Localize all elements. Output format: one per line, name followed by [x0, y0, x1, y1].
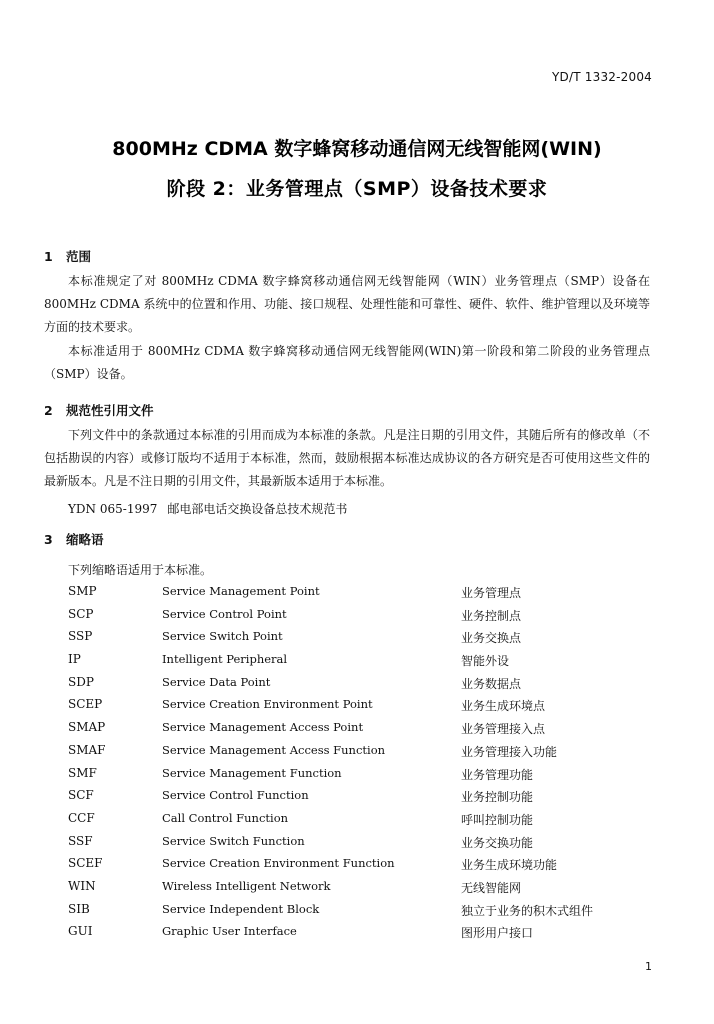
abbr-chinese: 业务交换点: [461, 631, 522, 646]
abbr-english: Service Management Access Point: [162, 720, 364, 735]
abbr-english: Service Switch Function: [162, 833, 305, 848]
abbr-short: SSP: [68, 629, 93, 644]
abbr-short: SCEF: [68, 856, 103, 871]
abbr-english: Wireless Intelligent Network: [162, 878, 331, 893]
abbr-short: SIB: [68, 901, 90, 916]
abbr-chinese: 无线智能网: [461, 880, 522, 895]
abbr-row: [68, 809, 628, 832]
abbr-chinese: 业务控制点: [461, 608, 522, 623]
abbr-row: [68, 900, 628, 923]
abbr-short: SDP: [68, 674, 94, 689]
abbr-english: Intelligent Peripheral: [162, 652, 288, 667]
abbr-english: Service Management Access Function: [162, 742, 386, 757]
abbr-row: [68, 832, 628, 855]
abbr-row: [68, 854, 628, 877]
abbr-chinese: 独立于业务的积木式组件: [461, 903, 594, 918]
abbr-row: [68, 786, 628, 809]
abbr-row: [68, 922, 628, 945]
abbr-english: Graphic User Interface: [162, 924, 297, 939]
abbr-row: [68, 718, 628, 741]
abbr-intro: 下列缩略语适用于本标准。: [68, 563, 213, 577]
abbreviation-table: [68, 582, 628, 945]
abbr-short: WIN: [68, 878, 96, 893]
reference-code: YDN 065-1997: [68, 502, 158, 516]
document-code: YD/T 1332-2004: [552, 70, 652, 84]
abbr-chinese: 业务控制功能: [461, 790, 534, 805]
abbr-row: [68, 650, 628, 673]
abbr-english: Service Management Point: [162, 584, 320, 598]
scope-paragraph-2: 本标准适用于 800MHz CDMA 数字蜂窝移动通信网无线智能网(WIN)第一阶段和第二阶段的业务管理点（SMP）设备。: [44, 344, 650, 381]
abbr-row: [68, 627, 628, 650]
section-1-heading: [44, 247, 91, 265]
abbr-row: [68, 877, 628, 900]
page-number: 1: [645, 960, 652, 973]
section-number: 2: [44, 403, 53, 418]
abbr-row: [68, 764, 628, 787]
abbr-chinese: 图形用户接口: [461, 926, 534, 941]
abbr-row: [68, 741, 628, 764]
abbr-english: Service Creation Environment Point: [162, 697, 373, 712]
abbr-chinese: 业务数据点: [461, 676, 522, 691]
abbr-english: Service Management Function: [162, 765, 342, 780]
abbr-short: SCF: [68, 788, 94, 803]
section-title: 缩略语: [66, 532, 104, 547]
section-number: 3: [44, 532, 53, 547]
section-number: 1: [44, 249, 53, 264]
abbr-chinese: 业务管理接入点: [461, 722, 546, 737]
abbr-chinese: 呼叫控制功能: [461, 812, 534, 827]
abbr-english: Service Data Point: [162, 674, 271, 689]
reference-entry: [68, 500, 347, 517]
abbr-english: Service Independent Block: [162, 901, 320, 916]
abbr-english: Call Control Function: [162, 810, 289, 825]
abbr-row: [68, 695, 628, 718]
section-3-heading: [44, 530, 104, 548]
abbr-short: SCP: [68, 606, 94, 621]
abbr-chinese: 智能外设: [461, 654, 510, 669]
abbr-chinese: 业务生成环境点: [461, 699, 546, 714]
abbr-short: CCF: [68, 810, 95, 825]
abbr-english: Service Control Point: [162, 606, 287, 621]
abbr-short: IP: [68, 652, 81, 667]
abbr-chinese: 业务交换功能: [461, 835, 534, 850]
abbr-short: SSF: [68, 833, 93, 848]
abbr-short: SCEP: [68, 697, 103, 712]
abbr-chinese: 业务管理点: [461, 586, 522, 600]
document-title-line2: 阶段 2：业务管理点（SMP）设备技术要求: [166, 178, 548, 200]
abbr-english: Service Switch Point: [162, 629, 283, 644]
abbr-row: [68, 605, 628, 628]
abbr-row: [68, 582, 628, 605]
abbr-chinese: 业务生成环境功能: [461, 858, 558, 873]
abbr-short: SMP: [68, 584, 97, 598]
section-title: 规范性引用文件: [66, 403, 154, 418]
reference-title: 邮电部电话交换设备总技术规范书: [167, 502, 348, 516]
abbr-short: SMAP: [68, 720, 106, 735]
abbr-chinese: 业务管理接入功能: [461, 744, 558, 759]
abbr-short: SMF: [68, 765, 97, 780]
section-2-heading: [44, 401, 154, 419]
scope-paragraph-1: 本标准规定了对 800MHz CDMA 数字蜂窝移动通信网无线智能网（WIN）业务管理点（SMP）设备在 800MHz CDMA 系统中的位置和作用、功能、接口规程、处理性能和可靠性、硬件、软件、维护管理以及环境等方面的技术要求。: [44, 274, 650, 334]
abbr-english: Service Control Function: [162, 788, 309, 803]
section-title: 范围: [66, 249, 92, 264]
abbr-chinese: 业务管理功能: [461, 767, 534, 782]
abbr-short: GUI: [68, 924, 93, 939]
refs-paragraph: 下列文件中的条款通过本标准的引用而成为本标准的条款。凡是注日期的引用文件，其随后所有的修改单（不包括勘误的内容）或修订版均不适用于本标准，然而，鼓励根据本标准达成协议的各方研究是否可使用这些文件的最新版本。凡是不注日期的引用文件，其最新版本适用于本标准。: [44, 428, 650, 488]
document-title-line1: 800MHz CDMA 数字蜂窝移动通信网无线智能网(WIN): [112, 138, 602, 160]
abbr-short: SMAF: [68, 742, 106, 757]
abbr-english: Service Creation Environment Function: [162, 856, 395, 871]
abbr-row: [68, 673, 628, 696]
